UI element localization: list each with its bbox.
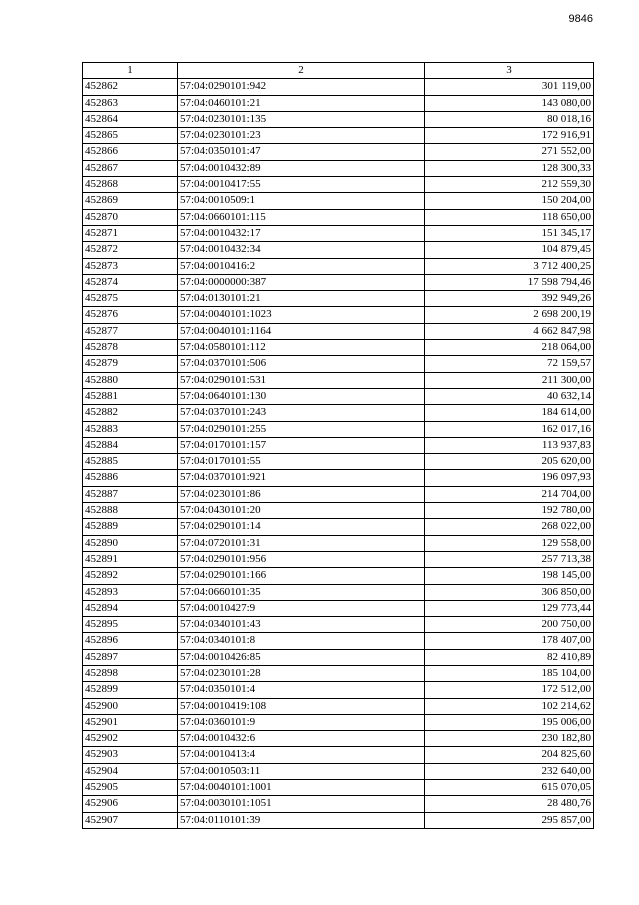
cadastral-number-cell: 57:04:0290101:942	[178, 79, 425, 95]
row-number-cell: 452864	[83, 111, 178, 127]
cadastral-value-cell: 204 825,60	[425, 747, 594, 763]
column-header-2: 2	[178, 63, 425, 79]
cadastral-number-cell: 57:04:0720101:31	[178, 535, 425, 551]
cadastral-number-cell: 57:04:0230101:28	[178, 665, 425, 681]
cadastral-value-cell: 172 512,00	[425, 682, 594, 698]
table-row	[83, 584, 594, 600]
row-number-cell: 452900	[83, 698, 178, 714]
cadastral-value-cell: 271 552,00	[425, 144, 594, 160]
cadastral-number-cell: 57:04:0660101:35	[178, 584, 425, 600]
cadastral-number-cell: 57:04:0290101:255	[178, 421, 425, 437]
cadastral-value-cell: 128 300,33	[425, 160, 594, 176]
table-row	[83, 649, 594, 665]
cadastral-number-cell: 57:04:0340101:8	[178, 633, 425, 649]
cadastral-number-cell: 57:04:0010427:9	[178, 600, 425, 616]
row-number-cell: 452882	[83, 405, 178, 421]
row-number-cell: 452875	[83, 291, 178, 307]
cadastral-value-cell: 185 104,00	[425, 665, 594, 681]
cadastral-value-cell: 172 916,91	[425, 128, 594, 144]
cadastral-number-cell: 57:04:0660101:115	[178, 209, 425, 225]
row-number-cell: 452897	[83, 649, 178, 665]
cadastral-number-cell: 57:04:0010432:17	[178, 225, 425, 241]
table-row	[83, 747, 594, 763]
table-row	[83, 454, 594, 470]
cadastral-value-cell: 151 345,17	[425, 225, 594, 241]
cadastral-value-cell: 214 704,00	[425, 486, 594, 502]
cadastral-value-cell: 162 017,16	[425, 421, 594, 437]
table-row	[83, 79, 594, 95]
cadastral-value-cell: 150 204,00	[425, 193, 594, 209]
cadastral-number-cell: 57:04:0640101:130	[178, 388, 425, 404]
cadastral-value-cell: 28 480,76	[425, 796, 594, 812]
cadastral-number-cell: 57:04:0370101:921	[178, 470, 425, 486]
cadastral-number-cell: 57:04:0350101:4	[178, 682, 425, 698]
table-row	[83, 796, 594, 812]
cadastral-value-cell: 2 698 200,19	[425, 307, 594, 323]
cadastral-number-cell: 57:04:0170101:157	[178, 437, 425, 453]
table-row	[83, 600, 594, 616]
cadastral-value-cell: 268 022,00	[425, 519, 594, 535]
cadastral-value-cell: 184 614,00	[425, 405, 594, 421]
table-row	[83, 503, 594, 519]
column-header-1: 1	[83, 63, 178, 79]
row-number-cell: 452865	[83, 128, 178, 144]
row-number-cell: 452862	[83, 79, 178, 95]
cadastral-value-cell: 4 662 847,98	[425, 323, 594, 339]
cadastral-value-cell: 118 650,00	[425, 209, 594, 225]
table-row	[83, 291, 594, 307]
row-number-cell: 452877	[83, 323, 178, 339]
cadastral-value-cell: 129 558,00	[425, 535, 594, 551]
cadastral-value-cell: 104 879,45	[425, 242, 594, 258]
row-number-cell: 452904	[83, 763, 178, 779]
cadastral-number-cell: 57:04:0350101:47	[178, 144, 425, 160]
table-header	[83, 63, 594, 79]
table-row	[83, 356, 594, 372]
cadastral-number-cell: 57:04:0010432:34	[178, 242, 425, 258]
table-row	[83, 519, 594, 535]
row-number-cell: 452886	[83, 470, 178, 486]
cadastral-number-cell: 57:04:0230101:135	[178, 111, 425, 127]
table-row	[83, 535, 594, 551]
cadastral-number-cell: 57:04:0340101:43	[178, 617, 425, 633]
table-row	[83, 470, 594, 486]
table-row	[83, 617, 594, 633]
cadastral-number-cell: 57:04:0370101:506	[178, 356, 425, 372]
row-number-cell: 452871	[83, 225, 178, 241]
cadastral-value-cell: 196 097,93	[425, 470, 594, 486]
row-number-cell: 452906	[83, 796, 178, 812]
table-row	[83, 128, 594, 144]
table-row	[83, 568, 594, 584]
table-row	[83, 665, 594, 681]
cadastral-number-cell: 57:04:0040101:1023	[178, 307, 425, 323]
cadastral-value-cell: 218 064,00	[425, 340, 594, 356]
page-number: 9846	[568, 13, 593, 25]
table-row	[83, 682, 594, 698]
row-number-cell: 452899	[83, 682, 178, 698]
cadastral-number-cell: 57:04:0010416:2	[178, 258, 425, 274]
table-row	[83, 780, 594, 796]
cadastral-value-cell: 17 598 794,46	[425, 274, 594, 290]
row-number-cell: 452888	[83, 503, 178, 519]
row-number-cell: 452873	[83, 258, 178, 274]
table-row	[83, 193, 594, 209]
row-number-cell: 452896	[83, 633, 178, 649]
cadastral-value-cell: 257 713,38	[425, 551, 594, 567]
table-row	[83, 698, 594, 714]
row-number-cell: 452895	[83, 617, 178, 633]
row-number-cell: 452889	[83, 519, 178, 535]
column-header-3: 3	[425, 63, 594, 79]
cadastral-value-cell: 143 080,00	[425, 95, 594, 111]
cadastral-number-cell: 57:04:0010413:4	[178, 747, 425, 763]
cadastral-number-cell: 57:04:0130101:21	[178, 291, 425, 307]
cadastral-value-cell: 3 712 400,25	[425, 258, 594, 274]
table-row	[83, 225, 594, 241]
table-row	[83, 405, 594, 421]
cadastral-value-cell: 113 937,83	[425, 437, 594, 453]
cadastral-value-cell: 82 410,89	[425, 649, 594, 665]
table-row	[83, 388, 594, 404]
cadastral-value-cell: 230 182,80	[425, 731, 594, 747]
table-row	[83, 95, 594, 111]
row-number-cell: 452902	[83, 731, 178, 747]
cadastral-value-cell: 205 620,00	[425, 454, 594, 470]
row-number-cell: 452892	[83, 568, 178, 584]
table-row	[83, 111, 594, 127]
cadastral-number-cell: 57:04:0290101:14	[178, 519, 425, 535]
row-number-cell: 452863	[83, 95, 178, 111]
table-row	[83, 242, 594, 258]
table-row	[83, 714, 594, 730]
table-row	[83, 307, 594, 323]
cadastral-value-cell: 192 780,00	[425, 503, 594, 519]
cadastral-value-cell: 129 773,44	[425, 600, 594, 616]
row-number-cell: 452866	[83, 144, 178, 160]
cadastral-value-cell: 306 850,00	[425, 584, 594, 600]
cadastral-value-cell: 301 119,00	[425, 79, 594, 95]
table-row	[83, 177, 594, 193]
row-number-cell: 452881	[83, 388, 178, 404]
row-number-cell: 452905	[83, 780, 178, 796]
cadastral-value-cell: 212 559,30	[425, 177, 594, 193]
row-number-cell: 452870	[83, 209, 178, 225]
table-row	[83, 274, 594, 290]
cadastral-value-cell: 232 640,00	[425, 763, 594, 779]
cadastral-value-cell: 40 632,14	[425, 388, 594, 404]
row-number-cell: 452887	[83, 486, 178, 502]
cadastral-number-cell: 57:04:0000000:387	[178, 274, 425, 290]
table-row	[83, 258, 594, 274]
cadastral-number-cell: 57:04:0010419:108	[178, 698, 425, 714]
table-row	[83, 731, 594, 747]
cadastral-value-cell: 295 857,00	[425, 812, 594, 828]
cadastral-value-cell: 615 070,05	[425, 780, 594, 796]
cadastral-number-cell: 57:04:0360101:9	[178, 714, 425, 730]
row-number-cell: 452901	[83, 714, 178, 730]
cadastral-value-cell: 72 159,57	[425, 356, 594, 372]
table-body	[83, 79, 594, 829]
row-number-cell: 452898	[83, 665, 178, 681]
row-number-cell: 452893	[83, 584, 178, 600]
cadastral-number-cell: 57:04:0010503:11	[178, 763, 425, 779]
cadastral-number-cell: 57:04:0010417:55	[178, 177, 425, 193]
row-number-cell: 452891	[83, 551, 178, 567]
header-row	[83, 63, 594, 79]
cadastral-number-cell: 57:04:0010432:89	[178, 160, 425, 176]
row-number-cell: 452883	[83, 421, 178, 437]
cadastral-value-cell: 392 949,26	[425, 291, 594, 307]
row-number-cell: 452907	[83, 812, 178, 828]
cadastral-number-cell: 57:04:0110101:39	[178, 812, 425, 828]
cadastral-value-cell: 195 006,00	[425, 714, 594, 730]
table-row	[83, 633, 594, 649]
table-row	[83, 144, 594, 160]
table-row	[83, 486, 594, 502]
cadastral-number-cell: 57:04:0290101:531	[178, 372, 425, 388]
cadastral-value-table	[82, 62, 594, 829]
table-row	[83, 812, 594, 828]
cadastral-number-cell: 57:04:0170101:55	[178, 454, 425, 470]
table-row	[83, 323, 594, 339]
cadastral-number-cell: 57:04:0460101:21	[178, 95, 425, 111]
cadastral-value-cell: 178 407,00	[425, 633, 594, 649]
row-number-cell: 452874	[83, 274, 178, 290]
cadastral-number-cell: 57:04:0040101:1001	[178, 780, 425, 796]
cadastral-number-cell: 57:04:0010432:6	[178, 731, 425, 747]
row-number-cell: 452890	[83, 535, 178, 551]
row-number-cell: 452885	[83, 454, 178, 470]
row-number-cell: 452869	[83, 193, 178, 209]
cadastral-number-cell: 57:04:0580101:112	[178, 340, 425, 356]
cadastral-number-cell: 57:04:0290101:956	[178, 551, 425, 567]
row-number-cell: 452876	[83, 307, 178, 323]
cadastral-value-cell: 102 214,62	[425, 698, 594, 714]
row-number-cell: 452879	[83, 356, 178, 372]
row-number-cell: 452903	[83, 747, 178, 763]
table-row	[83, 160, 594, 176]
table-row	[83, 437, 594, 453]
cadastral-number-cell: 57:04:0370101:243	[178, 405, 425, 421]
cadastral-number-cell: 57:04:0040101:1164	[178, 323, 425, 339]
cadastral-number-cell: 57:04:0010509:1	[178, 193, 425, 209]
row-number-cell: 452894	[83, 600, 178, 616]
row-number-cell: 452867	[83, 160, 178, 176]
cadastral-value-cell: 80 018,16	[425, 111, 594, 127]
table-row	[83, 372, 594, 388]
table-row	[83, 551, 594, 567]
row-number-cell: 452878	[83, 340, 178, 356]
row-number-cell: 452872	[83, 242, 178, 258]
row-number-cell: 452880	[83, 372, 178, 388]
table-row	[83, 209, 594, 225]
cadastral-number-cell: 57:04:0290101:166	[178, 568, 425, 584]
cadastral-number-cell: 57:04:0430101:20	[178, 503, 425, 519]
cadastral-value-cell: 211 300,00	[425, 372, 594, 388]
cadastral-value-cell: 200 750,00	[425, 617, 594, 633]
row-number-cell: 452868	[83, 177, 178, 193]
table-row	[83, 340, 594, 356]
table-row	[83, 763, 594, 779]
row-number-cell: 452884	[83, 437, 178, 453]
cadastral-number-cell: 57:04:0230101:86	[178, 486, 425, 502]
cadastral-number-cell: 57:04:0010426:85	[178, 649, 425, 665]
cadastral-value-cell: 198 145,00	[425, 568, 594, 584]
cadastral-number-cell: 57:04:0030101:1051	[178, 796, 425, 812]
table-row	[83, 421, 594, 437]
cadastral-number-cell: 57:04:0230101:23	[178, 128, 425, 144]
